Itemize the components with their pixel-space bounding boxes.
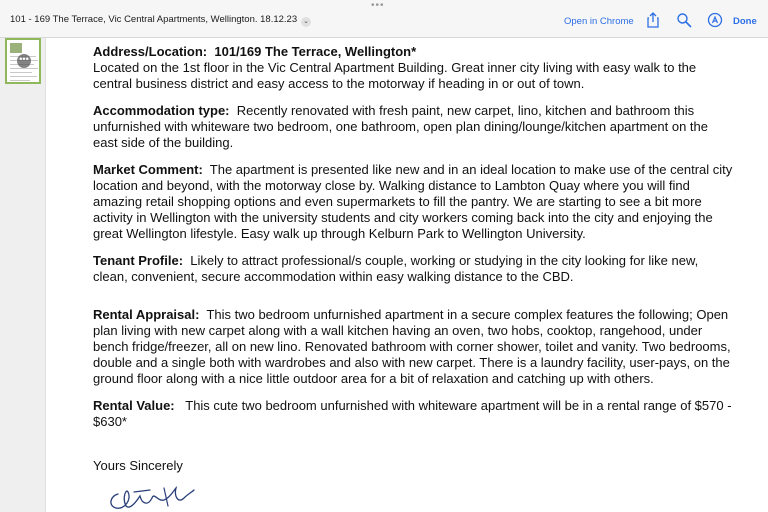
page-thumbnail-sidebar [0, 38, 46, 512]
rental-value-text: This cute two bedroom unfurnished with whiteware apartment will be in a rental range of $570 - $630* [93, 398, 732, 429]
page-thumbnail[interactable] [5, 38, 41, 84]
more-options-icon[interactable]: ••• [17, 54, 31, 68]
appraisal-label: Rental Appraisal: [93, 307, 200, 322]
market-label: Market Comment: [93, 162, 203, 177]
chevron-down-icon[interactable]: ⌄ [301, 17, 311, 27]
tenant-section [93, 253, 733, 285]
accommodation-label: Accommodation type: [93, 103, 230, 118]
address-value: 101/169 The Terrace, Wellington* [214, 44, 417, 59]
address-label: Address/Location: [93, 44, 208, 59]
window-grabber-icon[interactable]: ••• [371, 0, 385, 11]
document-content [93, 44, 733, 485]
accommodation-text: Recently renovated with fresh paint, new carpet, lino, kitchen and bathroom this unfurnished with whiteware two bedroom, one bathroom, open plan dining/lounge/kitchen apartment on the east side of the building. [93, 103, 709, 150]
rental-value-section [93, 398, 733, 430]
address-section [93, 44, 733, 92]
market-text: The apartment is presented like new and in an ideal location to make use of the central city location and beyond, with the motorway close by. Walking distance to Lambton Quay where you will find amazing retail shopping options and even supermarkets to fill the pantry. We are starting to see a bit more activity in Wellington with the university students and city workers coming back into the city and enjoying the great Wellington lifestyle. Easy walk up through Kelburn Park to Wellington University. [93, 162, 733, 241]
search-icon[interactable] [676, 12, 692, 28]
markup-icon[interactable] [707, 12, 723, 28]
toolbar [0, 0, 768, 38]
document-title[interactable] [10, 14, 311, 27]
address-text: Located on the 1st floor in the Vic Central Apartment Building. Great inner city living with easy walk to the central business district and easy access to the motorway if heading in or out of town. [93, 60, 697, 91]
thumbnail-image [10, 43, 22, 53]
accommodation-section [93, 103, 733, 151]
tenant-label: Tenant Profile: [93, 253, 184, 268]
share-icon[interactable] [645, 12, 661, 28]
signature-icon [104, 482, 204, 512]
done-button[interactable]: Done [733, 16, 757, 27]
appraisal-text: This two bedroom unfurnished apartment in a secure complex features the following; Open plan living with new carpet along with a wall kitchen having an oven, two hobs, cooktop, rangehood, under bench fridge/freezer, all on new lino. Renovated bathroom with corner shower, toilet and vanity. Two bedrooms, double and a single both with wardrobes and also with new carpet. There is a laundry facility, user-pays, on the ground floor along with a nice little outdoor area for a bit of relaxation and catching up with others. [93, 307, 731, 386]
open-in-chrome-button[interactable]: Open in Chrome [564, 16, 634, 27]
document-title-text: 101 - 169 The Terrace, Vic Central Apartments, Wellington. 18.12.23 [10, 14, 298, 25]
closing-text: Yours Sincerely [93, 458, 183, 473]
tenant-text: Likely to attract professional/s couple, working or studying in the city looking for like new, clean, convenient, secure accommodation within easy walking distance to the CBD. [93, 253, 699, 284]
appraisal-section [93, 307, 733, 387]
rental-value-label: Rental Value: [93, 398, 175, 413]
market-section [93, 162, 733, 242]
